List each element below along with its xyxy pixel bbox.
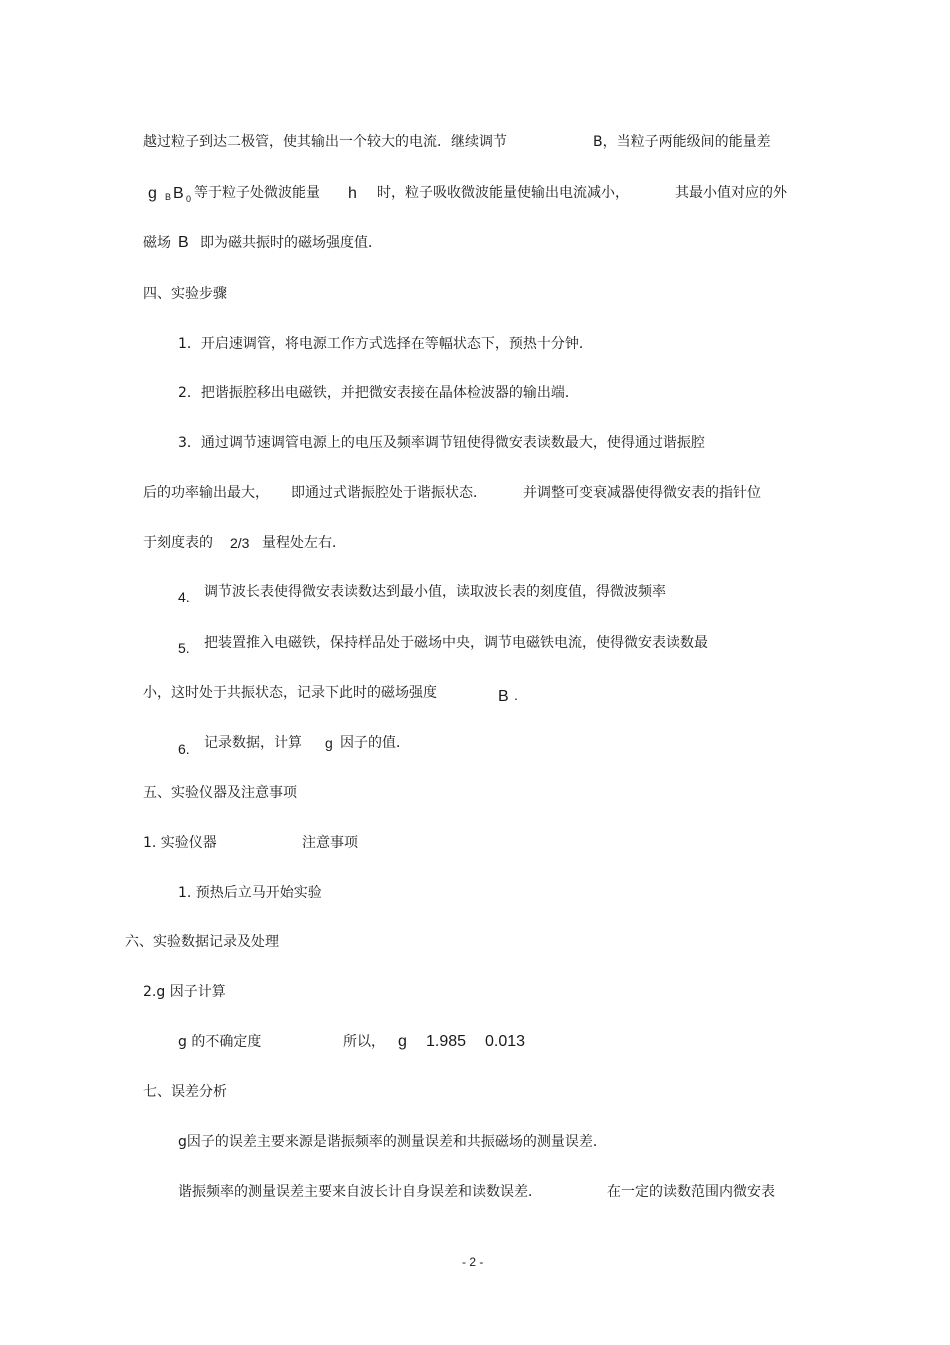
punctuation: . bbox=[514, 687, 518, 703]
step-item: 调节波长表使得微安表读数达到最小值，读取波长表的刻度值，得微波频率 bbox=[204, 584, 666, 600]
paragraph-line: 在一定的读数范围内微安表 bbox=[607, 1184, 775, 1200]
note-item: 1. 预热后立马开始实验 bbox=[178, 885, 322, 901]
step-number: 5. bbox=[178, 640, 190, 656]
g-value: 1.985 bbox=[426, 1033, 467, 1050]
paragraph-line: 越过粒子到达二极管，使其输出一个较大的电流．继续调节 bbox=[143, 134, 507, 150]
symbol-subscript: 0 bbox=[186, 194, 192, 204]
fraction-value: 2/3 bbox=[230, 535, 250, 551]
step-item: 记录数据，计算 bbox=[204, 735, 302, 751]
step-item: 把装置推入电磁铁，保持样品处于磁场中央，调节电磁铁电流，使得微安表读数最 bbox=[204, 635, 708, 651]
paragraph-line: 磁场 bbox=[143, 235, 171, 251]
paragraph-line: 其最小值对应的外 bbox=[675, 185, 787, 201]
paragraph-line: 并调整可变衰减器使得微安表的指针位 bbox=[523, 485, 761, 501]
paragraph-line: 所以， bbox=[343, 1034, 385, 1050]
step-item: 3．通过调节速调管电源上的电压及频率调节钮使得微安表读数最大，使得通过谐振腔 bbox=[178, 435, 705, 451]
step-number: 4. bbox=[178, 589, 190, 605]
paragraph-line: 于刻度表的 bbox=[143, 535, 213, 551]
paragraph-line: 后的功率输出最大， bbox=[143, 485, 269, 501]
step-item: 因子的值． bbox=[340, 735, 410, 751]
g-error: 0.013 bbox=[485, 1033, 526, 1050]
symbol-g: g bbox=[325, 735, 333, 751]
symbol-B: B bbox=[178, 234, 189, 251]
symbol-h: h bbox=[348, 185, 357, 202]
section-heading: 七、误差分析 bbox=[143, 1084, 227, 1100]
symbol-g: g bbox=[398, 1033, 407, 1050]
step-item: 2．把谐振腔移出电磁铁，并把微安表接在晶体检波器的输出端． bbox=[178, 385, 579, 401]
subsection-heading: 注意事项 bbox=[302, 835, 358, 851]
symbol-g: g bbox=[148, 185, 157, 202]
paragraph-line: 小，这时处于共振状态，记录下此时的磁场强度 bbox=[143, 685, 437, 701]
section-heading: 六、实验数据记录及处理 bbox=[125, 934, 279, 950]
paragraph-line: 谐振频率的测量误差主要来自波长计自身误差和读数误差． bbox=[178, 1184, 542, 1200]
section-heading: 四、实验步骤 bbox=[143, 286, 227, 302]
subsection-heading: 1. 实验仪器 bbox=[143, 835, 217, 851]
subsection-heading: 2.g 因子计算 bbox=[143, 984, 226, 1000]
paragraph-line: 等于粒子处微波能量 bbox=[194, 185, 320, 201]
paragraph-line: 即为磁共振时的磁场强度值． bbox=[200, 235, 382, 251]
step-number: 6. bbox=[178, 741, 190, 757]
symbol-B: B bbox=[173, 185, 184, 202]
symbol-B: B bbox=[498, 688, 509, 705]
page-number: - 2 - bbox=[462, 1255, 484, 1269]
paragraph-line: 即通过式谐振腔处于谐振状态． bbox=[291, 485, 487, 501]
paragraph-line: 时，粒子吸收微波能量使输出电流减小， bbox=[377, 185, 629, 201]
paragraph-line: 量程处左右． bbox=[262, 535, 346, 551]
paragraph-line: g因子的误差主要来源是谐振频率的测量误差和共振磁场的测量误差． bbox=[178, 1134, 607, 1150]
step-item: 1．开启速调管，将电源工作方式选择在等幅状态下，预热十分钟． bbox=[178, 336, 593, 352]
paragraph-line: B，当粒子两能级间的能量差 bbox=[593, 134, 771, 150]
symbol-mu: B bbox=[165, 192, 172, 202]
section-heading: 五、实验仪器及注意事项 bbox=[143, 785, 297, 801]
paragraph-line: g 的不确定度 bbox=[178, 1034, 262, 1050]
